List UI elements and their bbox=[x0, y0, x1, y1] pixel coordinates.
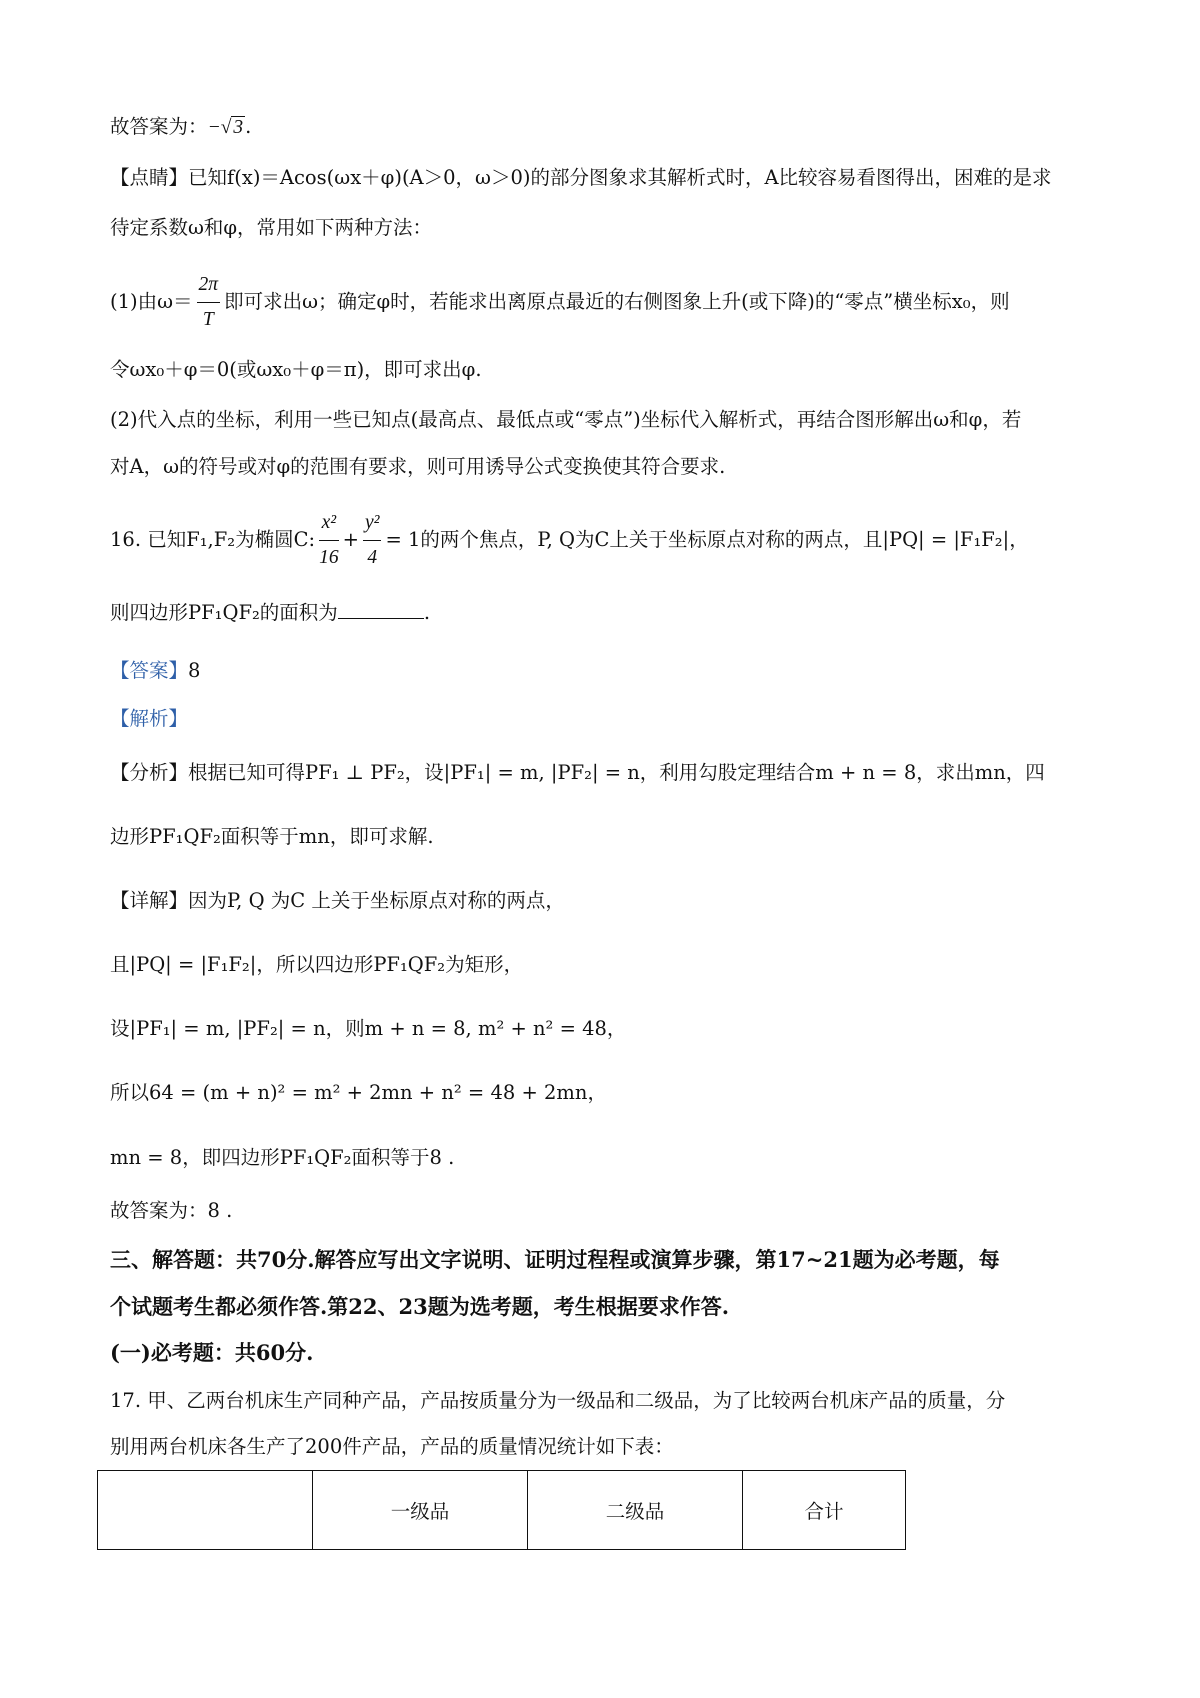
dianjing-line-2: 待定系数ω和φ，常用如下两种方法： bbox=[110, 216, 433, 239]
q16-line2-text: 则四边形PF₁QF₂的面积为 bbox=[110, 601, 338, 624]
method-1-line-2: 令ωx₀＋φ＝0(或ωx₀＋φ＝π)，即可求出φ. bbox=[110, 358, 482, 381]
xiangjie-line-5: mn = 8，即四边形PF₁QF₂面积等于8 . bbox=[110, 1146, 455, 1169]
question-16-line-2 bbox=[110, 598, 430, 628]
quality-table bbox=[97, 1470, 906, 1550]
xiangjie-line-1: 【详解】因为P, Q 为C 上关于坐标原点对称的两点， bbox=[110, 889, 565, 912]
table-header-cell-first-grade: 一级品 bbox=[313, 1471, 528, 1550]
table-header-cell-second-grade: 二级品 bbox=[528, 1471, 743, 1550]
y-squared-over-4: $\frac{\text{y²}}{4}$ bbox=[363, 506, 382, 575]
q16-suffix: 的两个焦点，P, Q为C上关于坐标原点对称的两点，且|PQ| = |F₁F₂|， bbox=[420, 528, 1029, 551]
answer-value: 8 bbox=[188, 659, 201, 682]
q16-prefix: 16. 已知F₁,F₂为椭圆C: bbox=[110, 528, 316, 551]
fenxi-line-1: 【分析】根据已知可得PF₁ ⊥ PF₂，设|PF₁| = m, |PF₂| = n，利用勾股定理结合m + n = 8，求出mn，四 bbox=[110, 761, 1045, 784]
answer-label: 故答案为： bbox=[110, 115, 208, 138]
table-header-cell-empty bbox=[98, 1471, 313, 1550]
q16-line2-end: . bbox=[423, 601, 431, 624]
period: . bbox=[245, 115, 252, 138]
method-1-prefix: (1)由ω＝ bbox=[110, 290, 193, 313]
equals-one: = 1 bbox=[385, 528, 421, 551]
answer-blank bbox=[338, 598, 424, 619]
question-17-line-2: 别用两台机床各生产了200件产品，产品的质量情况统计如下表： bbox=[110, 1435, 674, 1458]
plus-sign: + bbox=[342, 528, 359, 551]
method-1-suffix: 即可求出ω；确定φ时，若能求出离原点最近的右侧图象上升(或下降)的“零点”横坐标x₀，则 bbox=[224, 290, 1010, 313]
method-2-line-1: (2)代入点的坐标，利用一些已知点(最高点、最低点或“零点”)坐标代入解析式，再结合图形解出ω和φ，若 bbox=[110, 408, 1022, 431]
xiangjie-line-2: 且|PQ| = |F₁F₂|，所以四边形PF₁QF₂为矩形， bbox=[110, 953, 524, 976]
answer-line bbox=[110, 656, 200, 686]
answer-tag: 【答案】 bbox=[110, 659, 189, 682]
table-header-cell-total: 合计 bbox=[743, 1471, 906, 1550]
question-16-line-1 bbox=[110, 506, 1029, 575]
previous-answer bbox=[110, 112, 251, 143]
xiangjie-line-3: 设|PF₁| = m, |PF₂| = n，则m + n = 8, m² + n² = 48， bbox=[110, 1017, 627, 1040]
jiexi-tag: 【解析】 bbox=[110, 707, 189, 730]
neg-root-three: −√ 3 bbox=[207, 117, 244, 138]
x-squared-over-16: $\frac{\text{x²}}{16}$ bbox=[319, 506, 339, 575]
method-2-line-2: 对A，ω的符号或对φ的范围有要求，则可用诱导公式变换使其符合要求. bbox=[110, 455, 726, 478]
fenxi-line-2: 边形PF₁QF₂面积等于mn，即可求解. bbox=[110, 825, 434, 848]
question-17-line-1: 17. 甲、乙两台机床生产同种产品，产品按质量分为一级品和二级品，为了比较两台机床产品的质量，分 bbox=[110, 1389, 1006, 1412]
subsection-required: (一)必考题：共60分. bbox=[110, 1340, 314, 1365]
table-header-row bbox=[98, 1471, 906, 1550]
section-3-line-2: 个试题考生都必须作答.第22、23题为选考题，考生根据要求作答. bbox=[110, 1294, 730, 1319]
dianjing-line-1: 【点睛】已知f(x)＝Acos(ωx＋φ)(A＞0，ω＞0)的部分图象求其解析式时，A比较容易看图得出，困难的是求 bbox=[110, 166, 1052, 189]
section-3-line-1: 三、解答题：共70分.解答应写出文字说明、证明过程程或演算步骤，第17~21题为必考题，每 bbox=[110, 1247, 1000, 1272]
xiangjie-line-4: 所以64 = (m + n)² = m² + 2mn + n² = 48 + 2mn， bbox=[110, 1081, 607, 1104]
method-1-line-1 bbox=[110, 268, 1010, 337]
two-pi-over-t-fraction: $\frac{2\pi}{T}$ bbox=[197, 268, 221, 337]
xiangjie-line-6: 故答案为：8 . bbox=[110, 1199, 233, 1222]
